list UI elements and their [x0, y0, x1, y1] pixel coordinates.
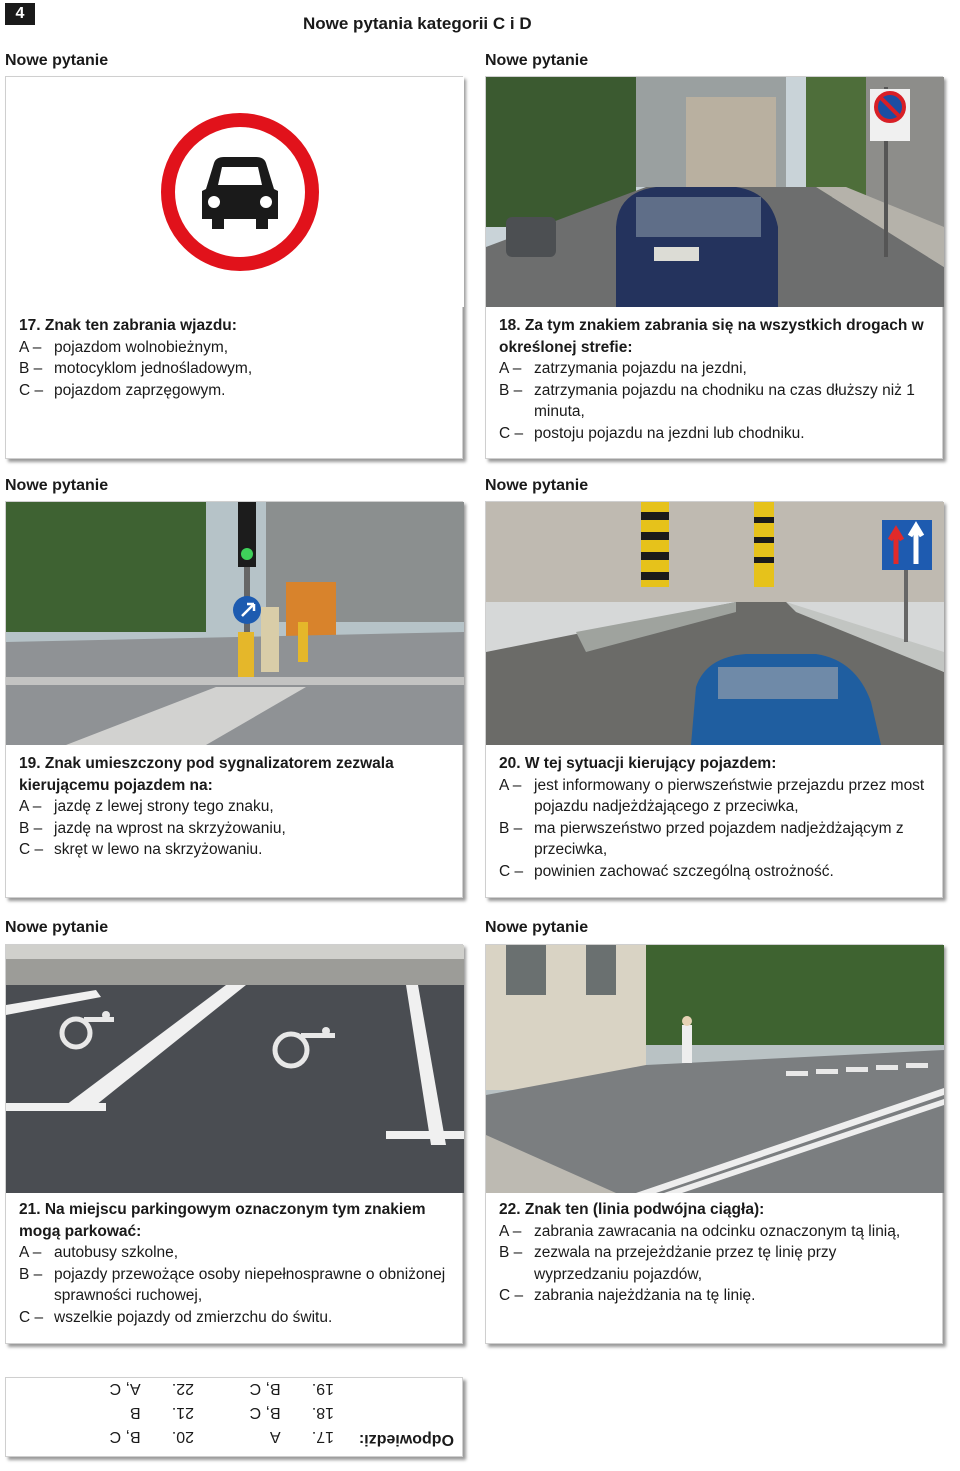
- question-20: [499, 753, 932, 882]
- option-key: C –: [499, 1287, 524, 1304]
- option-text: autobusy szkolne,: [54, 1244, 179, 1261]
- question-card-18: [485, 76, 943, 459]
- question-title: 17. Znak ten zabrania wjazdu:: [19, 317, 237, 334]
- option-key: A –: [499, 1222, 522, 1240]
- no-motor-vehicles-sign-image: [6, 77, 464, 307]
- new-question-label: Nowe pytanie: [5, 477, 109, 494]
- new-question-label: Nowe pytanie: [5, 52, 109, 69]
- answers-title: Odpowiedzi:: [358, 1431, 454, 1448]
- answer-number: 22.: [171, 1380, 194, 1397]
- option-c: [19, 380, 452, 402]
- question-card-20: [485, 501, 943, 898]
- answer-row: [110, 1376, 195, 1400]
- option-a: [499, 358, 932, 380]
- option-text: zabrania zawracania na odcinku oznaczonym tą linią,: [534, 1222, 901, 1240]
- option-c: [19, 839, 452, 861]
- option-key: A –: [19, 1244, 42, 1261]
- question-card-22: [485, 944, 943, 1344]
- answer-number: 20.: [171, 1428, 194, 1445]
- option-a: [19, 796, 452, 818]
- option-key: C –: [19, 1308, 44, 1326]
- option-a: [19, 1242, 452, 1264]
- answer-row: [250, 1376, 335, 1400]
- option-key: C –: [499, 424, 524, 442]
- answer-number: 21.: [171, 1404, 194, 1421]
- option-c: [499, 861, 932, 883]
- answers-column-2: [110, 1376, 195, 1448]
- answer-value: B, C: [109, 1428, 141, 1445]
- new-question-label: Nowe pytanie: [485, 52, 589, 69]
- option-text: motocyklom jednośladowym,: [54, 360, 253, 377]
- option-b: [499, 1242, 932, 1285]
- option-key: B –: [499, 819, 523, 837]
- option-c: [499, 1285, 932, 1307]
- answer-value: B, C: [249, 1404, 281, 1421]
- option-b: [499, 380, 932, 423]
- option-b: [499, 818, 932, 861]
- question-17: [19, 315, 452, 401]
- option-a: [499, 775, 932, 818]
- option-text: postoju pojazdu na jezdni lub chodniku.: [534, 424, 805, 442]
- option-b: [19, 818, 452, 840]
- option-text: wszelkie pojazdy od zmierzchu do świtu.: [54, 1308, 333, 1326]
- option-c: [499, 423, 932, 445]
- question-card-17: [5, 76, 463, 459]
- answer-row: [110, 1424, 195, 1448]
- option-c: [19, 1307, 452, 1329]
- answer-row: [110, 1400, 195, 1424]
- answer-number: 18.: [311, 1404, 334, 1421]
- answers-column-1: [250, 1376, 335, 1448]
- disabled-parking-space-photo: [6, 945, 464, 1193]
- question-18: [499, 315, 932, 444]
- intersection-with-traffic-light-photo: [6, 502, 464, 745]
- question-21: [19, 1199, 452, 1328]
- option-text: zezwala na przejeżdżanie przez tę linię przy wyprzedzaniu pojazdów,: [534, 1244, 837, 1283]
- question-19: [19, 753, 452, 861]
- answer-row: [250, 1400, 335, 1424]
- option-text: powinien zachować szczególną ostrożność.: [534, 862, 834, 880]
- option-key: C –: [19, 841, 44, 858]
- option-key: B –: [499, 381, 523, 399]
- new-question-label: Nowe pytanie: [485, 477, 589, 494]
- answer-value: A, C: [109, 1380, 141, 1397]
- option-text: jazdę z lewej strony tego znaku,: [54, 798, 274, 815]
- answer-row: [250, 1424, 335, 1448]
- page-number: 4: [5, 3, 35, 25]
- option-a: [19, 337, 452, 359]
- page-title: Nowe pytania kategorii C i D: [303, 14, 532, 33]
- option-key: A –: [19, 338, 42, 356]
- option-text: pojazdy przewożące osoby niepełnosprawne o obniżonej sprawności ruchowej,: [54, 1265, 446, 1304]
- option-text: zatrzymania pojazdu na chodniku na czas dłuższy niż 1 minuta,: [534, 381, 915, 420]
- new-question-label: Nowe pytanie: [5, 919, 109, 936]
- option-key: A –: [499, 776, 522, 794]
- option-text: ma pierwszeństwo przed pojazdem nadjeżdżającym z przeciwka,: [534, 819, 904, 858]
- option-text: pojazdom zaprzęgowym.: [54, 381, 226, 399]
- option-text: jest informowany o pierwszeństwie przejazdu przez most pojazdu nadjeżdżającego z przeciwka,: [534, 776, 925, 815]
- option-text: jazdę na wprost na skrzyżowaniu,: [54, 819, 286, 837]
- double-solid-line-road-photo: [486, 945, 944, 1193]
- option-key: B –: [19, 360, 43, 377]
- option-key: B –: [499, 1244, 523, 1261]
- question-card-19: [5, 501, 463, 898]
- option-key: B –: [19, 819, 43, 837]
- answer-value: A: [269, 1428, 281, 1445]
- option-text: zatrzymania pojazdu na jezdni,: [534, 360, 747, 377]
- answer-value: B: [129, 1404, 141, 1421]
- question-22: [499, 1199, 932, 1307]
- option-text: pojazdom wolnobieżnym,: [54, 338, 229, 356]
- answer-value: B, C: [249, 1380, 281, 1397]
- option-key: B –: [19, 1265, 43, 1283]
- answers-rotated: [6, 1378, 462, 1456]
- option-a: [499, 1221, 932, 1243]
- question-title: 21. Na miejscu parkingowym oznaczonym tym znakiem mogą parkować:: [19, 1201, 426, 1240]
- question-title: 19. Znak umieszczony pod sygnalizatorem zezwala kierującemu pojazdem na:: [19, 755, 394, 794]
- option-b: [19, 358, 452, 380]
- option-b: [19, 1264, 452, 1307]
- option-text: skręt w lewo na skrzyżowaniu.: [54, 841, 263, 858]
- option-key: A –: [19, 798, 42, 815]
- question-card-21: [5, 944, 463, 1344]
- option-key: A –: [499, 360, 522, 377]
- question-title: 22. Znak ten (linia podwójna ciągła):: [499, 1201, 765, 1218]
- answers-box: [5, 1377, 463, 1457]
- option-text: zabrania najeżdżania na tę linię.: [534, 1287, 756, 1304]
- narrow-bridge-priority-sign-photo: [486, 502, 944, 745]
- question-title: 18. Za tym znakiem zabrania się na wszystkich drogach w określonej strefie:: [499, 317, 924, 356]
- option-key: C –: [499, 862, 524, 880]
- answer-number: 19.: [311, 1380, 334, 1397]
- answer-number: 17.: [311, 1428, 334, 1445]
- street-with-no-stopping-sign-photo: [486, 77, 944, 307]
- option-key: C –: [19, 381, 44, 399]
- question-title: 20. W tej sytuacji kierujący pojazdem:: [499, 755, 777, 772]
- new-question-label: Nowe pytanie: [485, 919, 589, 936]
